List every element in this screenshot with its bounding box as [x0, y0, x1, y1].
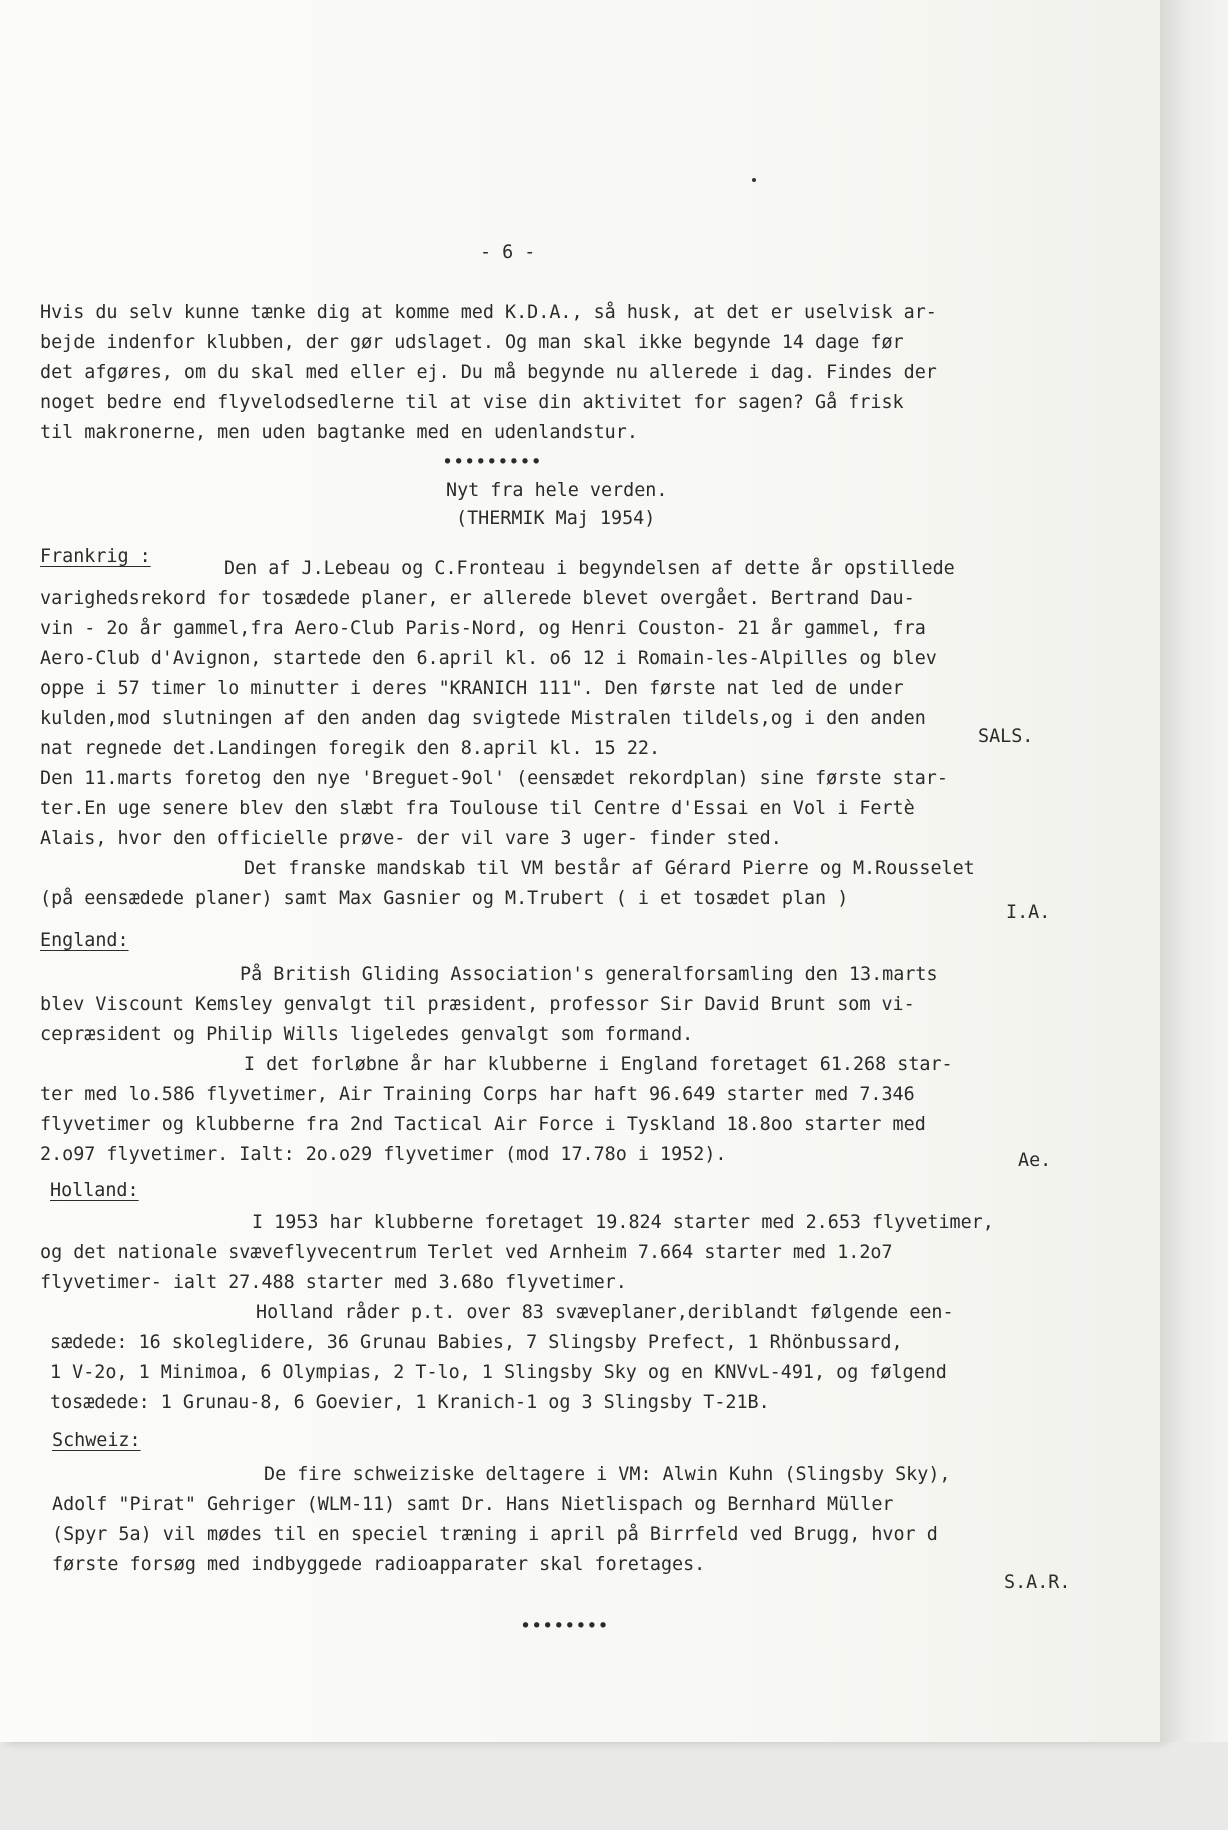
page-edge-shadow [1160, 0, 1228, 1742]
body-line: tosædede: 1 Grunau-8, 6 Goevier, 1 Kranich-1 og 3 Slingsby T-21B. [50, 1392, 770, 1413]
body-line: Adolf "Pirat" Gehriger (WLM-11) samt Dr. Hans Nietlispach og Bernhard Müller [52, 1494, 894, 1515]
body-line: I 1953 har klubberne foretaget 19.824 starter med 2.653 flyvetimer, [252, 1212, 994, 1233]
body-line: I det forløbne år har klubberne i England foretaget 61.268 star- [244, 1054, 953, 1075]
body-line: På British Gliding Association's generalforsamling den 13.marts [240, 964, 938, 985]
body-line: Aero-Club d'Avignon, startede den 6.april kl. o6 12 i Romain-les-Alpilles og blev [40, 648, 937, 669]
body-line: oppe i 57 timer lo minutter i deres "KRANICH 111". Den første nat led de under [40, 678, 904, 699]
body-line: kulden,mod slutningen af den anden dag svigtede Mistralen tildels,og i den anden [40, 708, 926, 729]
body-line: sædede: 16 skoleglidere, 36 Grunau Babies, 7 Slingsby Prefect, 1 Rhönbussard, [50, 1332, 903, 1353]
body-line: varighedsrekord for tosædede planer, er allerede blevet overgået. Bertrand Dau- [40, 588, 915, 609]
separator: ••••••••• [442, 452, 542, 473]
body-line: vin - 2o år gammel,fra Aero-Club Paris-Nord, og Henri Couston- 21 år gammel, fra [40, 618, 926, 639]
document-body [40, 0, 1130, 1830]
body-line: (på eensædede planer) samt Max Gasnier og M.Trubert ( i et tosædet plan ) [40, 888, 849, 909]
country-heading-frankrig: Frankrig : [40, 546, 151, 567]
country-heading-england: England: [40, 930, 129, 951]
intro-line: det afgøres, om du skal med eller ej. Du må begynde nu allerede i dag. Findes der [40, 362, 937, 383]
intro-line: noget bedre end flyvelodsedlerne til at vise din aktivitet for sagen? Gå frisk [40, 392, 904, 413]
body-line: flyvetimer og klubberne fra 2nd Tactical Air Force i Tyskland 18.8oo starter med [40, 1114, 926, 1135]
body-line: (Spyr 5a) vil mødes til en speciel træning i april på Birrfeld ved Brugg, hvor d [52, 1524, 938, 1545]
intro-line: Hvis du selv kunne tænke dig at komme med K.D.A., så husk, at det er uselvisk ar- [40, 302, 937, 323]
body-line: og det nationale svæveflyvecentrum Terlet ved Arnheim 7.664 starter med 1.2o7 [40, 1242, 893, 1263]
body-line: ter.En uge senere blev den slæbt fra Toulouse til Centre d'Essai en Vol i Fertè [40, 798, 915, 819]
signature: SALS. [978, 726, 1034, 747]
body-line: ter med lo.586 flyvetimer, Air Training Corps har haft 96.649 starter med 7.346 [40, 1084, 915, 1105]
body-line: cepræsident og Philip Wills ligeledes genvalgt som formand. [40, 1024, 694, 1045]
body-line: flyvetimer- ialt 27.488 starter med 3.68o flyvetimer. [40, 1272, 627, 1293]
body-line: Den 11.marts foretog den nye 'Breguet-9ol' (eensædet rekordplan) sine første star- [40, 768, 948, 789]
body-line: nat regnede det.Landingen foregik den 8.april kl. 15 22. [40, 738, 661, 759]
body-line: Det franske mandskab til VM består af Gérard Pierre og M.Rousselet [244, 858, 975, 879]
signature: Ae. [1018, 1150, 1052, 1171]
body-line: første forsøg med indbyggede radioapparater skal foretages. [52, 1554, 706, 1575]
body-line: Den af J.Lebeau og C.Fronteau i begyndelsen af dette år opstillede [224, 558, 955, 579]
signature: I.A. [1006, 902, 1051, 923]
body-line: De fire schweiziske deltagere i VM: Alwin Kuhn (Slingsby Sky), [264, 1464, 951, 1485]
intro-line: bejde indenfor klubben, der gør udslaget. Og man skal ikke begynde 14 dage før [40, 332, 904, 353]
body-line: 1 V-2o, 1 Minimoa, 6 Olympias, 2 T-lo, 1 Slingsby Sky og en KNVvL-491, og følgend [50, 1362, 947, 1383]
signature: S.A.R. [1004, 1572, 1071, 1593]
page-number: - 6 - [480, 242, 536, 263]
body-line: 2.o97 flyvetimer. Ialt: 2o.o29 flyvetimer (mod 17.78o i 1952). [40, 1144, 727, 1165]
source-note: (THERMIK Maj 1954) [456, 508, 656, 529]
country-heading-holland: Holland: [50, 1180, 139, 1201]
body-line: blev Viscount Kemsley genvalgt til præsident, professor Sir David Brunt som vi- [40, 994, 915, 1015]
body-line: Alais, hvor den officielle prøve- der vil vare 3 uger- finder sted. [40, 828, 782, 849]
section-heading: Nyt fra hele verden. [446, 480, 668, 501]
separator: •••••••• [520, 1616, 609, 1637]
country-heading-schweiz: Schweiz: [52, 1430, 141, 1451]
body-line: Holland råder p.t. over 83 svæveplaner,deriblandt følgende een- [256, 1302, 954, 1323]
intro-line: til makronerne, men uden bagtanke med en udenlandstur. [40, 422, 638, 443]
